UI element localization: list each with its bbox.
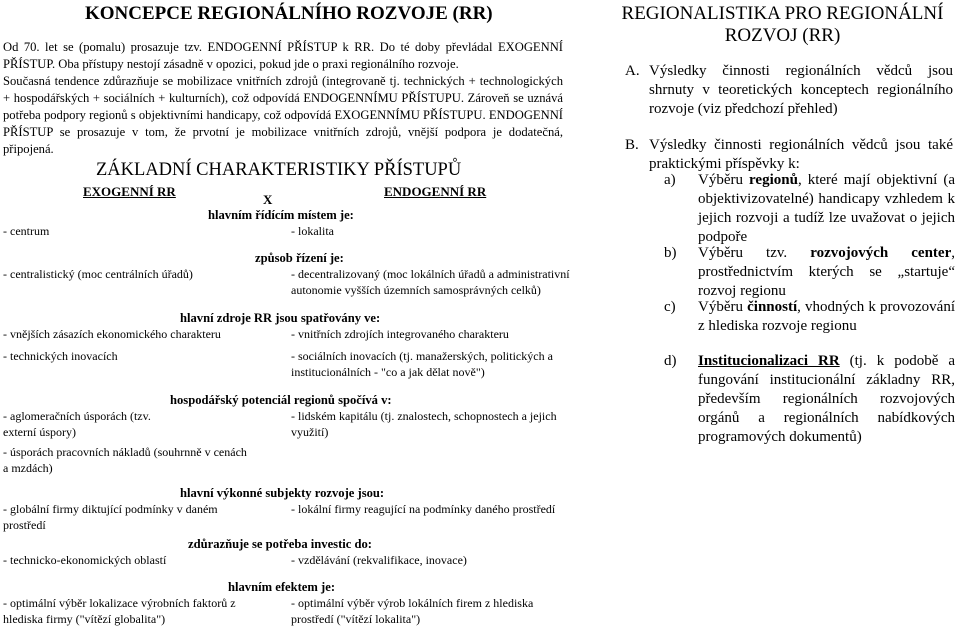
- section-heading-control: hlavním řídícím místem je:: [208, 208, 354, 222]
- endo-item: - lidském kapitálu (tj. znalostech, schopnostech a jejich využití): [291, 409, 557, 439]
- item-a-label: A.: [625, 63, 640, 79]
- exo-item: - aglomeračních úsporách (tzv. externí úspory): [3, 409, 151, 439]
- intro-text: [3, 39, 563, 158]
- endo-item: - decentralizovaný (moc lokálních úřadů a administrativní autonomie vyšších územních samosprávných celků): [291, 267, 570, 297]
- item-b-label: B.: [625, 137, 639, 153]
- endo-item: - vzdělávání (rekvalifikace, inovace): [291, 553, 467, 567]
- endo-item: - lokalita: [291, 224, 334, 238]
- intro-paragraph-1: Od 70. let se (pomalu) prosazuje tzv. ENDOGENNÍ PŘÍSTUP k RR. Do té doby převládal EXOGENNÍ PŘÍSTUP. Oba přístupy nestojí zásadně v opozici, pokud jde o praxi regionálního rozvoje.: [3, 40, 563, 71]
- item-a: [625, 62, 955, 122]
- endo-item: - vnitřních zdrojích integrovaného charakteru: [291, 327, 509, 341]
- exo-item: - centralistický (moc centrálních úřadů): [3, 267, 193, 281]
- item-a-text: Výsledky činnosti regionálních vědců jsou shrnuty v teoretických konceptech regionálního rozvoje (viz předchozí přehled): [649, 63, 953, 117]
- sub-item-text: Institucionalizaci RR (tj. k podobě a fungování institucionální základny RR, především regionálních rozvojových orgánů a regionálních nabídkových programových dokumentů): [698, 353, 955, 445]
- exo-item: - technických inovacích: [3, 349, 118, 363]
- sub-item-c: [664, 298, 955, 358]
- section-heading-investment: zdůrazňuje se potřeba investic do:: [188, 537, 372, 551]
- exogenous-header: EXOGENNÍ RR: [83, 184, 176, 199]
- exo-item: - optimální výběr lokalizace výrobních faktorů z hlediska firmy ("vítězí globalita"): [3, 596, 236, 626]
- exo-item: - vnějších zásazích ekonomického charakteru: [3, 327, 221, 341]
- right-title: REGIONALISTIKA PRO REGIONÁLNÍ ROZVOJ (RR): [621, 3, 944, 46]
- exo-item: - globální firmy diktující podmínky v daném prostředí: [3, 502, 218, 532]
- section-heading-actors: hlavní výkonné subjekty rozvoje jsou:: [180, 486, 385, 500]
- sub-item-label: c): [664, 299, 676, 315]
- versus-mark: X: [263, 192, 273, 207]
- section-heading-effect: hlavním efektem je:: [228, 580, 336, 594]
- section-heading-governance: způsob řízení je:: [255, 251, 344, 265]
- right-panel: [610, 0, 955, 624]
- sub-item-text: Výběru tzv. rozvojových center, prostřednictvím kterých se „startuje“ rozvoj regionu: [698, 245, 955, 299]
- sub-item-label: b): [664, 245, 677, 261]
- exo-item: - technicko-ekonomických oblastí: [3, 553, 167, 567]
- characteristics-title: ZÁKLADNÍ CHARAKTERISTIKY PŘÍSTUPŮ: [96, 160, 462, 180]
- item-b-text: Výsledky činnosti regionálních vědců jsou také praktickými příspěvky k:: [649, 137, 953, 172]
- item-b: [625, 136, 955, 176]
- endo-item: - lokální firmy reagující na podmínky daného prostředí: [291, 502, 556, 516]
- sub-item-text: Výběru regionů, které mají objektivní (a objektivizovatelné) handicapy vzhledem k jejich rozvoji a tudíž lze uvažovat o jejich podpoře: [698, 172, 955, 245]
- endo-item: - sociálních inovacích (tj. manažerských, politických a institucionálních - "co a jak dělat nově"): [291, 349, 553, 379]
- page-title: KONCEPCE REGIONÁLNÍHO ROZVOJE (RR): [85, 3, 493, 24]
- endogenous-header: ENDOGENNÍ RR: [384, 184, 487, 199]
- sub-item-label: a): [664, 172, 676, 188]
- sub-item-d: [664, 352, 955, 470]
- sub-item-b: [664, 244, 955, 304]
- endo-item: - optimální výběr výrob lokálních firem z hlediska prostředí ("vítězí lokalita"): [291, 596, 534, 626]
- sub-item-label: d): [664, 353, 677, 369]
- intro-paragraph-2: Současná tendence zdůrazňuje se mobilizace vnitřních zdrojů (integrovaně tj. technických + technologických + hospodářských + sociálních + kulturních), což odpovídá ENDOGENNÍMU PŘÍSTUPU. Zároveň se uznává potřeba podpory regionů s objektivními handicapy, což odpovídá EXOGENNÍMU PŘÍSTUPU. ENDOGENNÍ PŘÍSTUP se prosazuje v tom, že prvotní je mobilizace vnitřních zdrojů, vnější podpora je dodatečná, připojená.: [3, 74, 563, 156]
- sub-item-text: Výběru činností, vhodných k provozování z hlediska rozvoje regionu: [698, 299, 955, 334]
- exo-item: - centrum: [3, 224, 50, 238]
- exo-item: - úsporách pracovních nákladů (souhrnně v cenách a mzdách): [3, 445, 247, 475]
- section-heading-potential: hospodářský potenciál regionů spočívá v:: [170, 393, 392, 407]
- section-heading-resources: hlavní zdroje RR jsou spatřovány ve:: [180, 311, 381, 325]
